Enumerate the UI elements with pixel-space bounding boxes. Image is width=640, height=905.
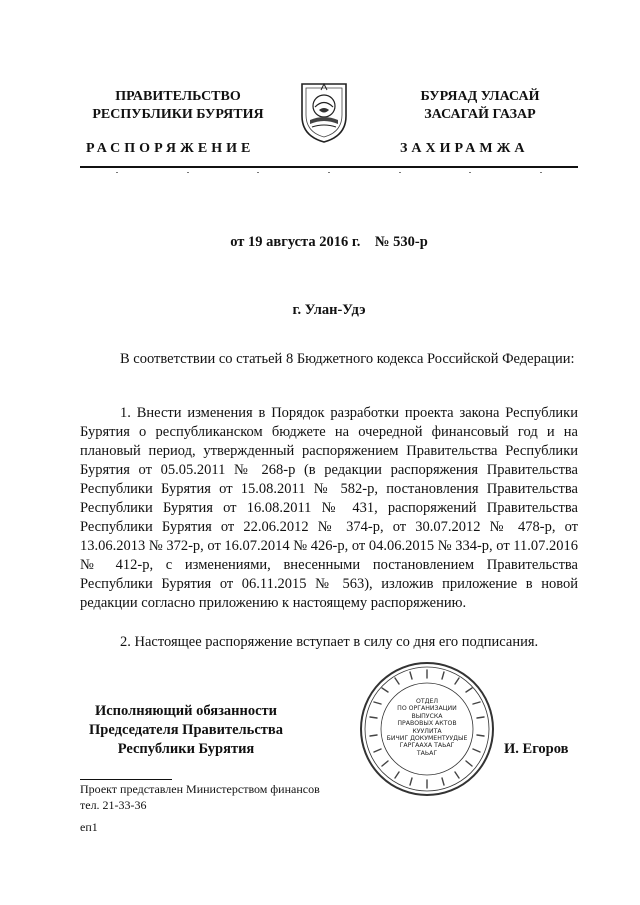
stamp-line-8: ТАЬАГ [416,749,438,757]
signer-position-line3: Республики Бурятия [117,741,255,757]
header-divider-dots [80,172,578,176]
doc-type-ru: РАСПОРЯЖЕНИЕ [86,141,255,156]
org-name-ru-line2: РЕСПУБЛИКИ БУРЯТИЯ [92,107,264,122]
signer-position-line1: Исполняющий обязанности [94,703,278,719]
footer-phone: тел. 21-33-36 [80,798,147,812]
city: г. Улан-Удэ [292,302,366,318]
stamp-text [382,698,472,757]
stamp-line-1: ОТДЕЛ [415,698,439,705]
stamp-line-2: ПО ОРГАНИЗАЦИИ [397,705,457,713]
org-name-bur-line1: БУРЯАД УЛАСАЙ [420,89,540,104]
signer-position-line2: Председателя Правительства [89,722,283,738]
stamp-line-6: БИЧИГ ДОКУМЕНТУУДЫЕ [386,735,468,743]
item-1-paragraph: 1. Внести изменения в Порядок разработки проекта закона Республики Бурятия о республиканском бюджете на очередной финансовый год и на плановый период, утвержденный распоряжением Правительства Республики Бурятия от 05.05.2011 № 268-р (в редакции распоряжения Правительства Республики Бурятия от 15.08.2011 № 582-р, постановления Правительства Республики Бурятия от 16.08.2011 № 431, распоряжений Правительства Республики Бурятия от 22.06.2012 № 374-р, от 30.07.2012 № 478-р, от 13.06.2013 № 372-р, от 16.07.2014 № 426-р, от 04.06.2015 № 334-р, от 11.07.2016 № 412-р, с изменениями, внесенными постановлением Правительства Республики Бурятия от 06.11.2015 № 563), изложив приложение в новой редакции согласно приложению к настоящему распоряжению. [80,405,579,611]
doc-type-bur: ЗАХИРАМЖА [400,141,529,156]
coat-of-arms-icon [298,80,350,144]
footer-divider [80,779,172,780]
signer-name: И. Егоров [504,741,569,757]
footer-note: Проект представлен Министерством финансов [80,782,320,796]
official-stamp [358,660,496,798]
org-name-ru-line1: ПРАВИТЕЛЬСТВО [115,89,241,104]
item-2-paragraph: 2. Настоящее распоряжение вступает в силу со дня его подписания. [120,634,539,650]
stamp-line-4: ПРАВОВЫХ АКТОВ [397,720,457,728]
stamp-line-5: КУУЛИТА [412,727,442,735]
stamp-line-7: ГАРГААХА ТАЬАГ [399,742,455,750]
header-left [80,88,276,124]
header-right [382,88,578,124]
stamp-line-3: ВЫПУСКА [411,712,443,720]
footer-code: еп1 [80,820,98,834]
header-divider-thick [80,166,578,168]
org-name-bur-line2: ЗАСАГАЙ ГАЗАР [424,107,536,122]
intro-paragraph: В соответствии со статьей 8 Бюджетного кодекса Российской Федерации: [120,351,575,367]
signer-position [80,702,292,759]
date-number: от 19 августа 2016 г. № 530-р [230,234,428,250]
